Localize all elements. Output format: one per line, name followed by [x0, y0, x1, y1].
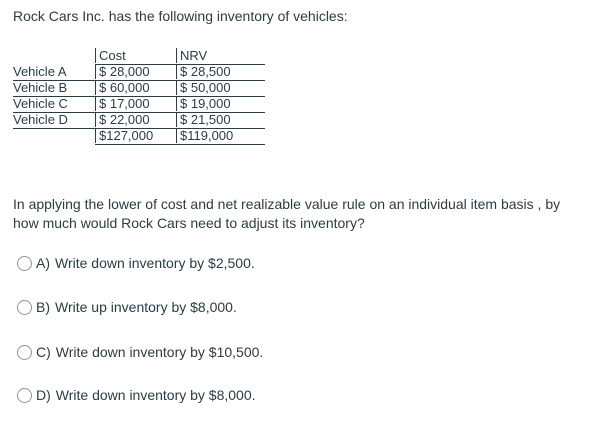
row-cost: $ 22,000 [95, 112, 150, 127]
option-letter: D) [36, 387, 51, 403]
row-cost: $ 17,000 [95, 96, 150, 111]
radio-button[interactable] [17, 345, 32, 360]
header-nrv: NRV [176, 48, 207, 63]
row-label: Vehicle C [13, 96, 68, 111]
intro-text: Rock Cars Inc. has the following inventory of vehicles: [13, 8, 348, 24]
option-letter: C) [36, 344, 51, 360]
option-b[interactable] [17, 299, 237, 315]
row-label: Vehicle D [13, 112, 68, 127]
total-underline [95, 144, 265, 145]
option-letter: B) [36, 299, 50, 315]
option-text: Write up inventory by $8,000. [55, 299, 237, 315]
question-text: In applying the lower of cost and net realizable value rule on an individual item basis , by how much would Rock Cars need to adjust its inventory? [13, 196, 561, 231]
radio-button[interactable] [17, 300, 32, 315]
row-cost: $ 60,000 [95, 80, 150, 95]
row-label: Vehicle B [13, 80, 68, 95]
option-text: Write down inventory by $2,500. [55, 255, 255, 271]
total-nrv: $119,000 [176, 128, 233, 143]
option-text: Write down inventory by $10,500. [55, 344, 264, 360]
row-nrv: $ 21,500 [176, 112, 231, 127]
row-label: Vehicle A [13, 64, 67, 79]
option-text: Write down inventory by $8,000. [55, 387, 256, 403]
option-letter: A) [36, 255, 50, 271]
row-nrv: $ 50,000 [176, 80, 231, 95]
header-cost: Cost [95, 48, 126, 63]
option-c[interactable] [17, 344, 263, 360]
row-nrv: $ 28,500 [176, 64, 231, 79]
option-d[interactable] [17, 387, 256, 403]
option-a[interactable] [17, 255, 255, 271]
row-cost: $ 28,000 [95, 64, 150, 79]
row-nrv: $ 19,000 [176, 96, 231, 111]
total-cost: $127,000 [95, 128, 153, 143]
radio-button[interactable] [17, 256, 32, 271]
radio-button[interactable] [17, 388, 32, 403]
